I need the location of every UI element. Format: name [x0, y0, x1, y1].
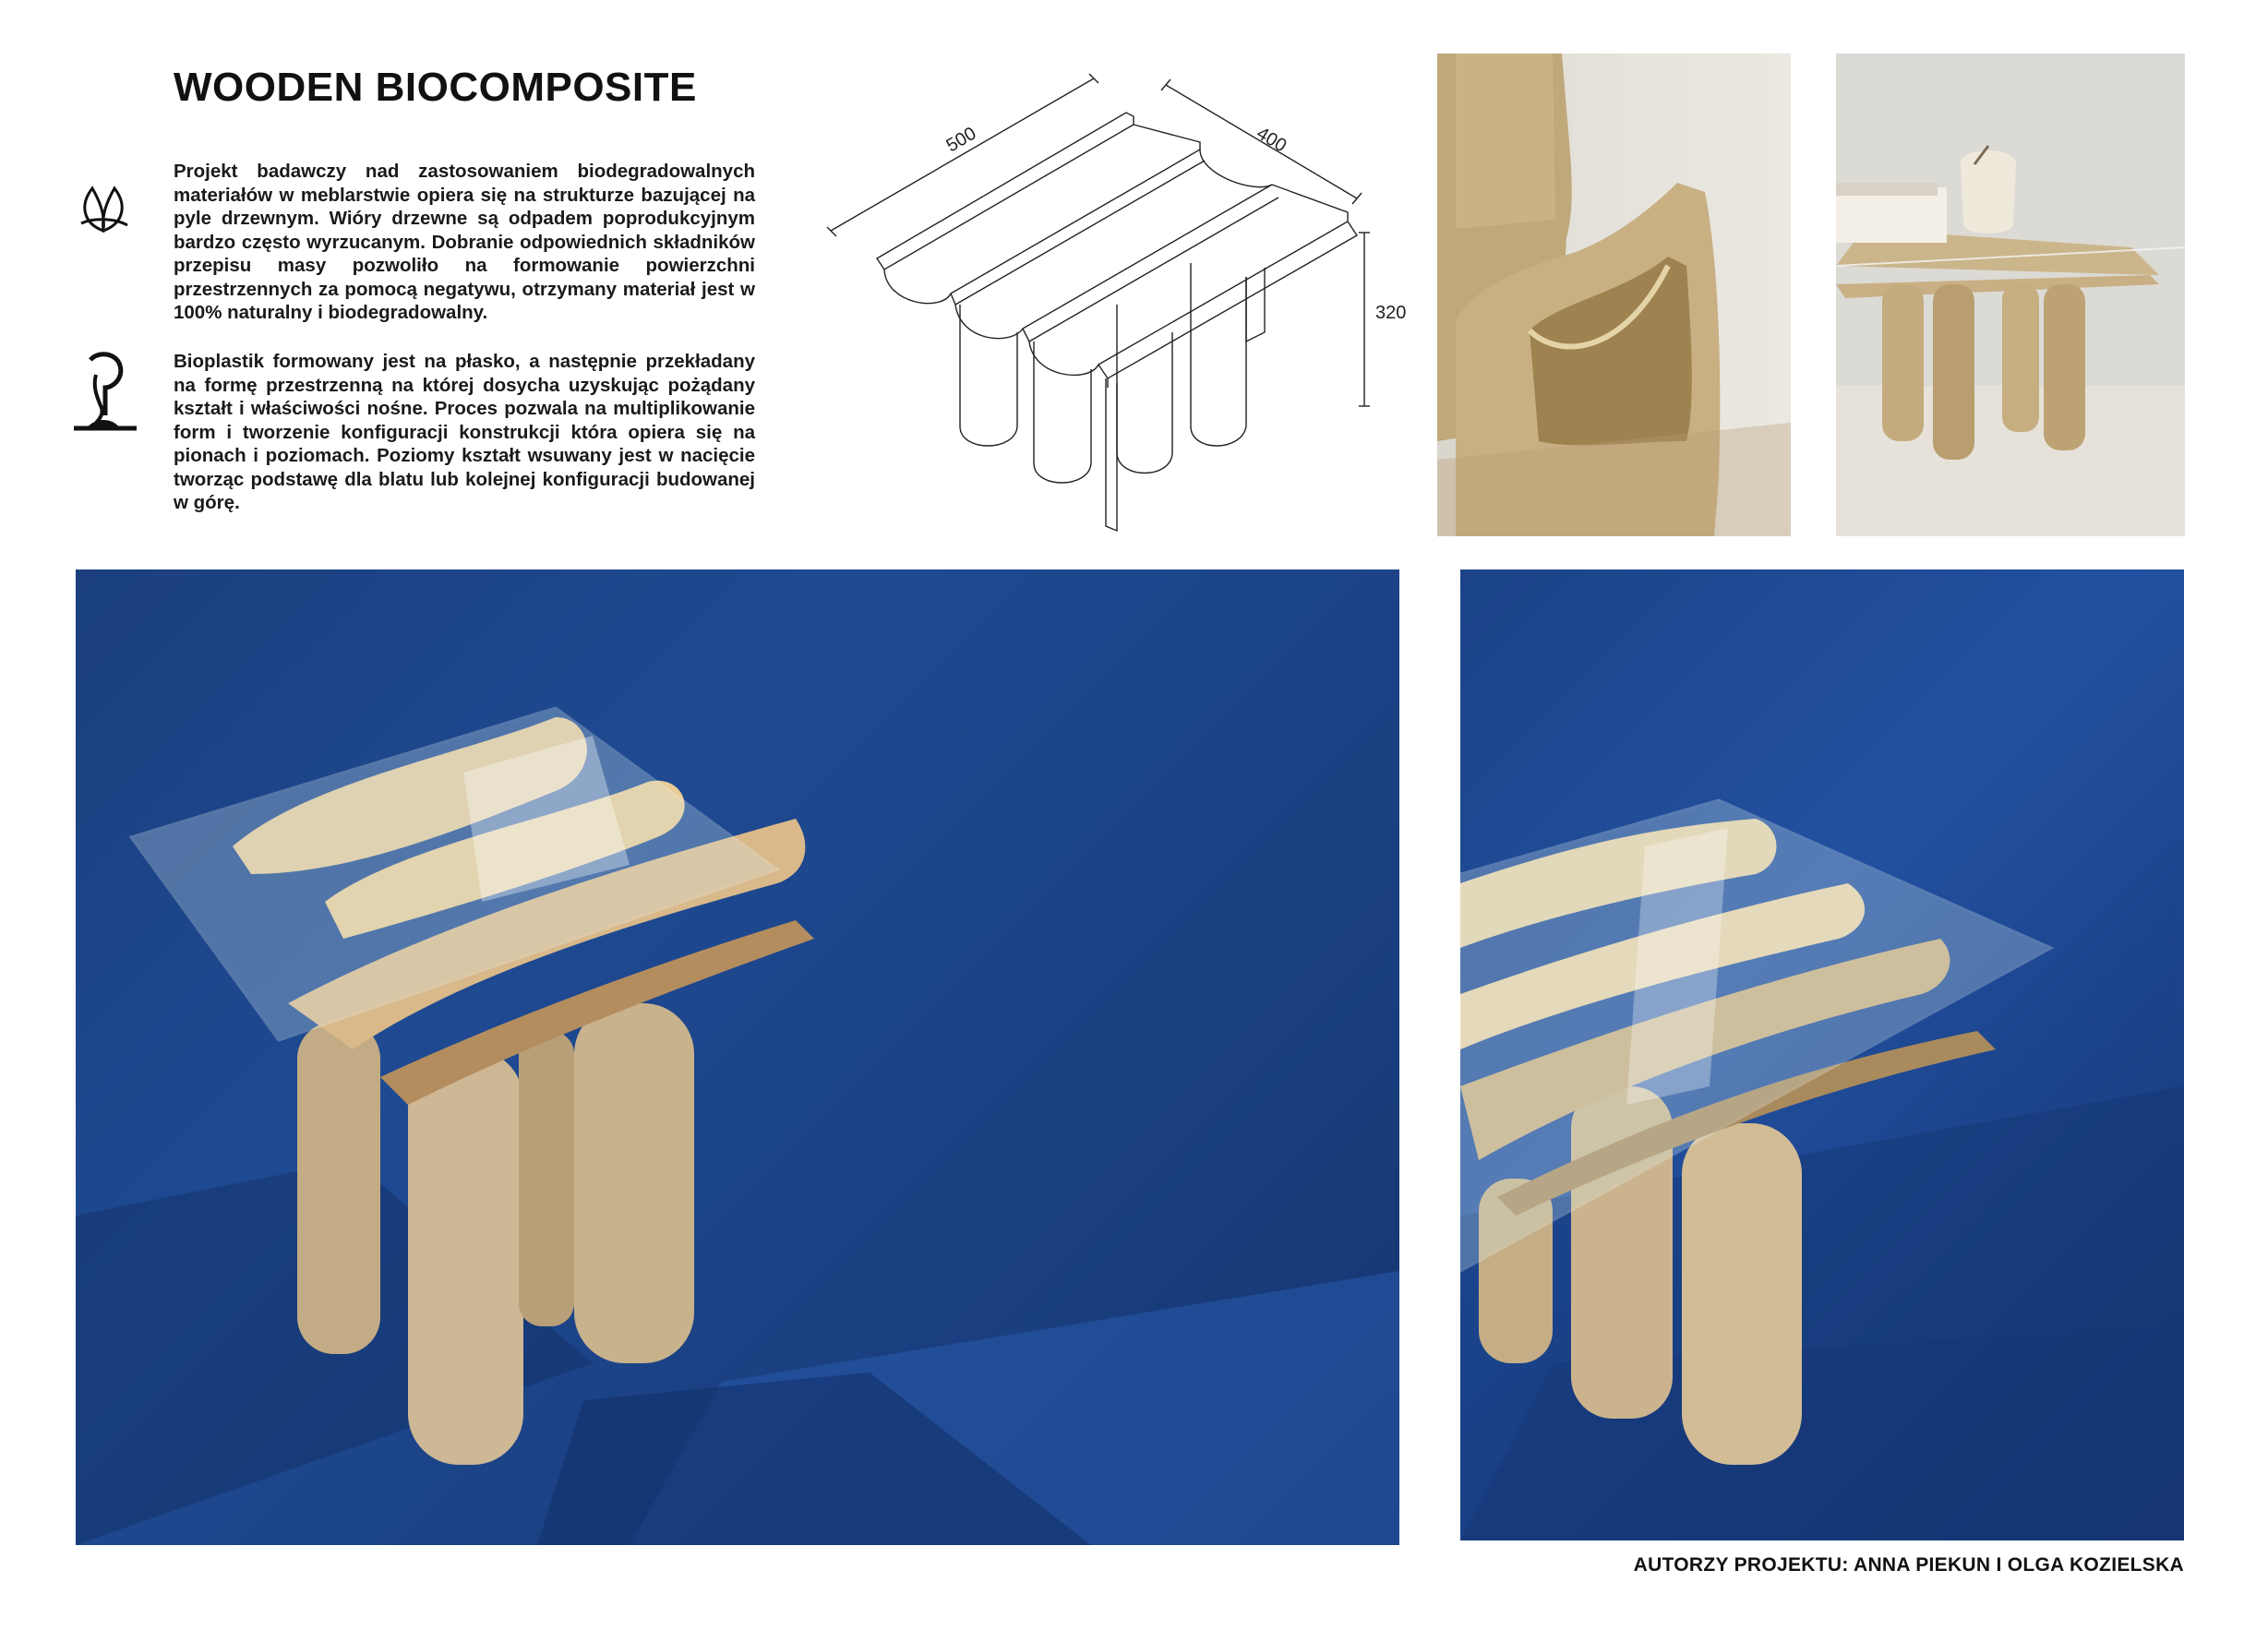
photo-biocomposite-vase	[1437, 54, 1791, 536]
leaf-icon	[74, 177, 133, 236]
description-paragraph-2: Bioplastik formowany jest na płasko, a następnie przekładany na formę przestrzenną na której dosycha uzyskując pożądany kształt i właściwości nośne. Proces pozwala na multiplikowanie form i tworzenie konfiguracji konstrukcji która opiera się na pionach i poziomach. Poziomy kształt wsuwany jest w nacięcie tworząc podstawę dla blatu lub kolejnej konfiguracji budowanej w górę.	[174, 351, 755, 513]
photo-table-side	[1460, 569, 2184, 1540]
photo-table-main	[76, 569, 1399, 1545]
authors-credit: AUTORZY PROJEKTU: ANNA PIEKUN I OLGA KOZIELSKA	[1633, 1554, 2184, 1576]
dimension-label-height: 320	[1375, 303, 1407, 323]
description-paragraph-1: Projekt badawczy nad zastosowaniem biodegradowalnych materiałów w meblarstwie opiera się na strukturze bazującej na pyle drzewnym. Wióry drzewne są odpadem poprodukcyjnym bardzo często wyrzucanym. Dobranie odpowiednich składników przepisu masy pozwoliło na formowanie powierzchni przestrzennych za pomocą negatywu, otrzymany materiał jest w 100% naturalny i biodegradowalny.	[174, 161, 755, 323]
person-icon	[70, 351, 140, 432]
photo-table-with-books	[1836, 54, 2185, 536]
dimension-label-length: 500	[942, 123, 980, 157]
dimension-label-width: 400	[1253, 123, 1290, 157]
page-title: WOODEN BIOCOMPOSITE	[174, 65, 697, 110]
technical-drawing	[812, 65, 1422, 545]
